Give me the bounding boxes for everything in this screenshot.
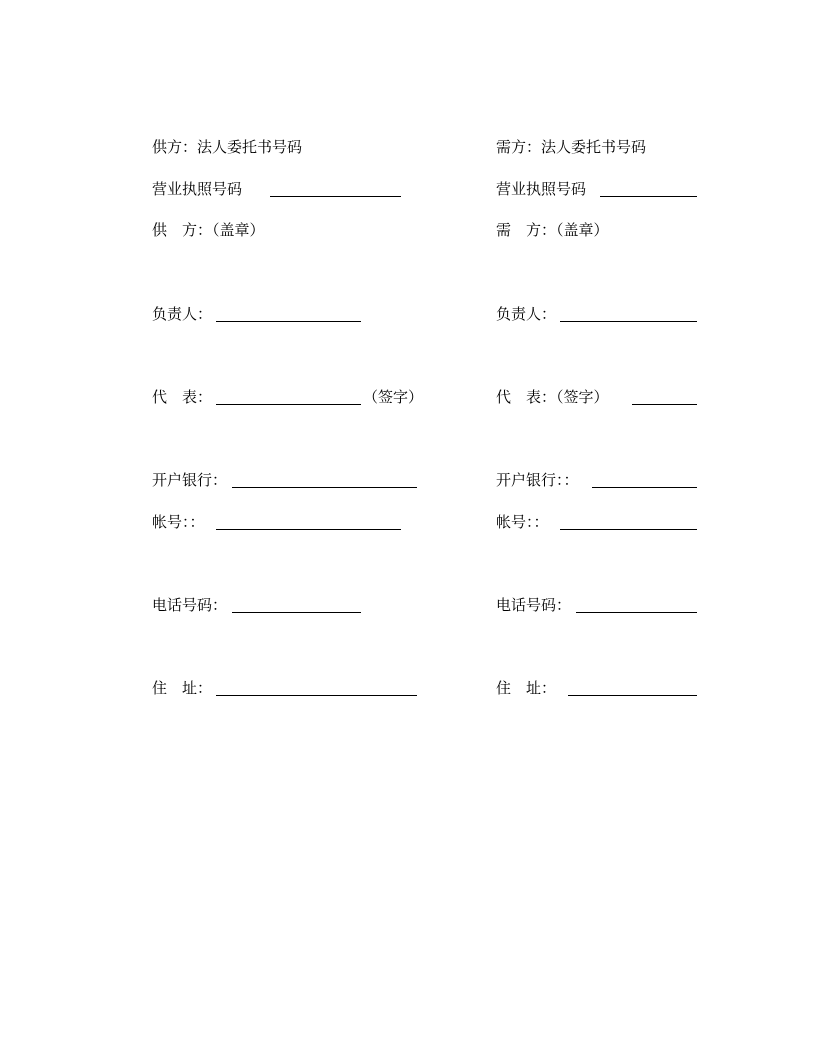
buyer-phone-blank[interactable] [576,612,697,613]
buyer-account-blank[interactable] [560,529,697,530]
supplier-address-blank[interactable] [216,695,417,696]
supplier-representative-row [152,385,432,409]
buyer-representative-blank[interactable] [632,404,697,405]
supplier-bank-row [152,468,432,492]
supplier-seal-row [152,218,352,242]
supplier-seal-label: 供 方：（盖章） [152,221,265,239]
buyer-responsible-label: 负责人： [496,305,557,323]
buyer-account-row [496,510,706,534]
supplier-responsible-row [152,302,382,326]
buyer-account-label: 帐号：： [496,513,549,531]
buyer-license-row [496,177,706,201]
supplier-phone-label: 电话号码： [152,596,228,614]
buyer-seal-row [496,218,696,242]
supplier-bank-label: 开户银行： [152,471,228,489]
buyer-license-blank[interactable] [600,196,697,197]
buyer-representative-label: 代 表：（签字） [496,388,609,406]
supplier-license-label: 营业执照号码 [152,180,243,198]
buyer-address-blank[interactable] [568,695,697,696]
buyer-address-label: 住 址： [496,679,557,697]
supplier-phone-row [152,593,382,617]
buyer-responsible-row [496,302,706,326]
supplier-address-label: 住 址： [152,679,213,697]
supplier-authorization-row [152,135,452,159]
supplier-bank-blank[interactable] [232,487,417,488]
supplier-representative-label: 代 表： [152,388,213,406]
supplier-account-row [152,510,422,534]
supplier-authorization-label: 供方：法人委托书号码 [152,138,303,156]
supplier-responsible-label: 负责人： [152,305,213,323]
buyer-license-label: 营业执照号码 [496,180,587,198]
buyer-address-row [496,676,706,700]
buyer-seal-label: 需 方：（盖章） [496,221,609,239]
buyer-authorization-label: 需方：法人委托书号码 [496,138,647,156]
buyer-bank-row [496,468,706,492]
supplier-sign-label: （签字） [363,388,424,406]
buyer-phone-label: 电话号码： [496,596,572,614]
supplier-account-blank[interactable] [216,529,401,530]
buyer-representative-row [496,385,706,409]
buyer-authorization-row [496,135,746,159]
supplier-license-row [152,177,422,201]
buyer-bank-label: 开户银行：： [496,471,579,489]
supplier-responsible-blank[interactable] [216,321,361,322]
supplier-account-label: 帐号：： [152,513,205,531]
supplier-license-blank[interactable] [270,196,401,197]
buyer-responsible-blank[interactable] [560,321,697,322]
buyer-phone-row [496,593,706,617]
buyer-bank-blank[interactable] [592,487,697,488]
supplier-phone-blank[interactable] [232,612,361,613]
supplier-address-row [152,676,432,700]
supplier-representative-blank[interactable] [216,404,361,405]
